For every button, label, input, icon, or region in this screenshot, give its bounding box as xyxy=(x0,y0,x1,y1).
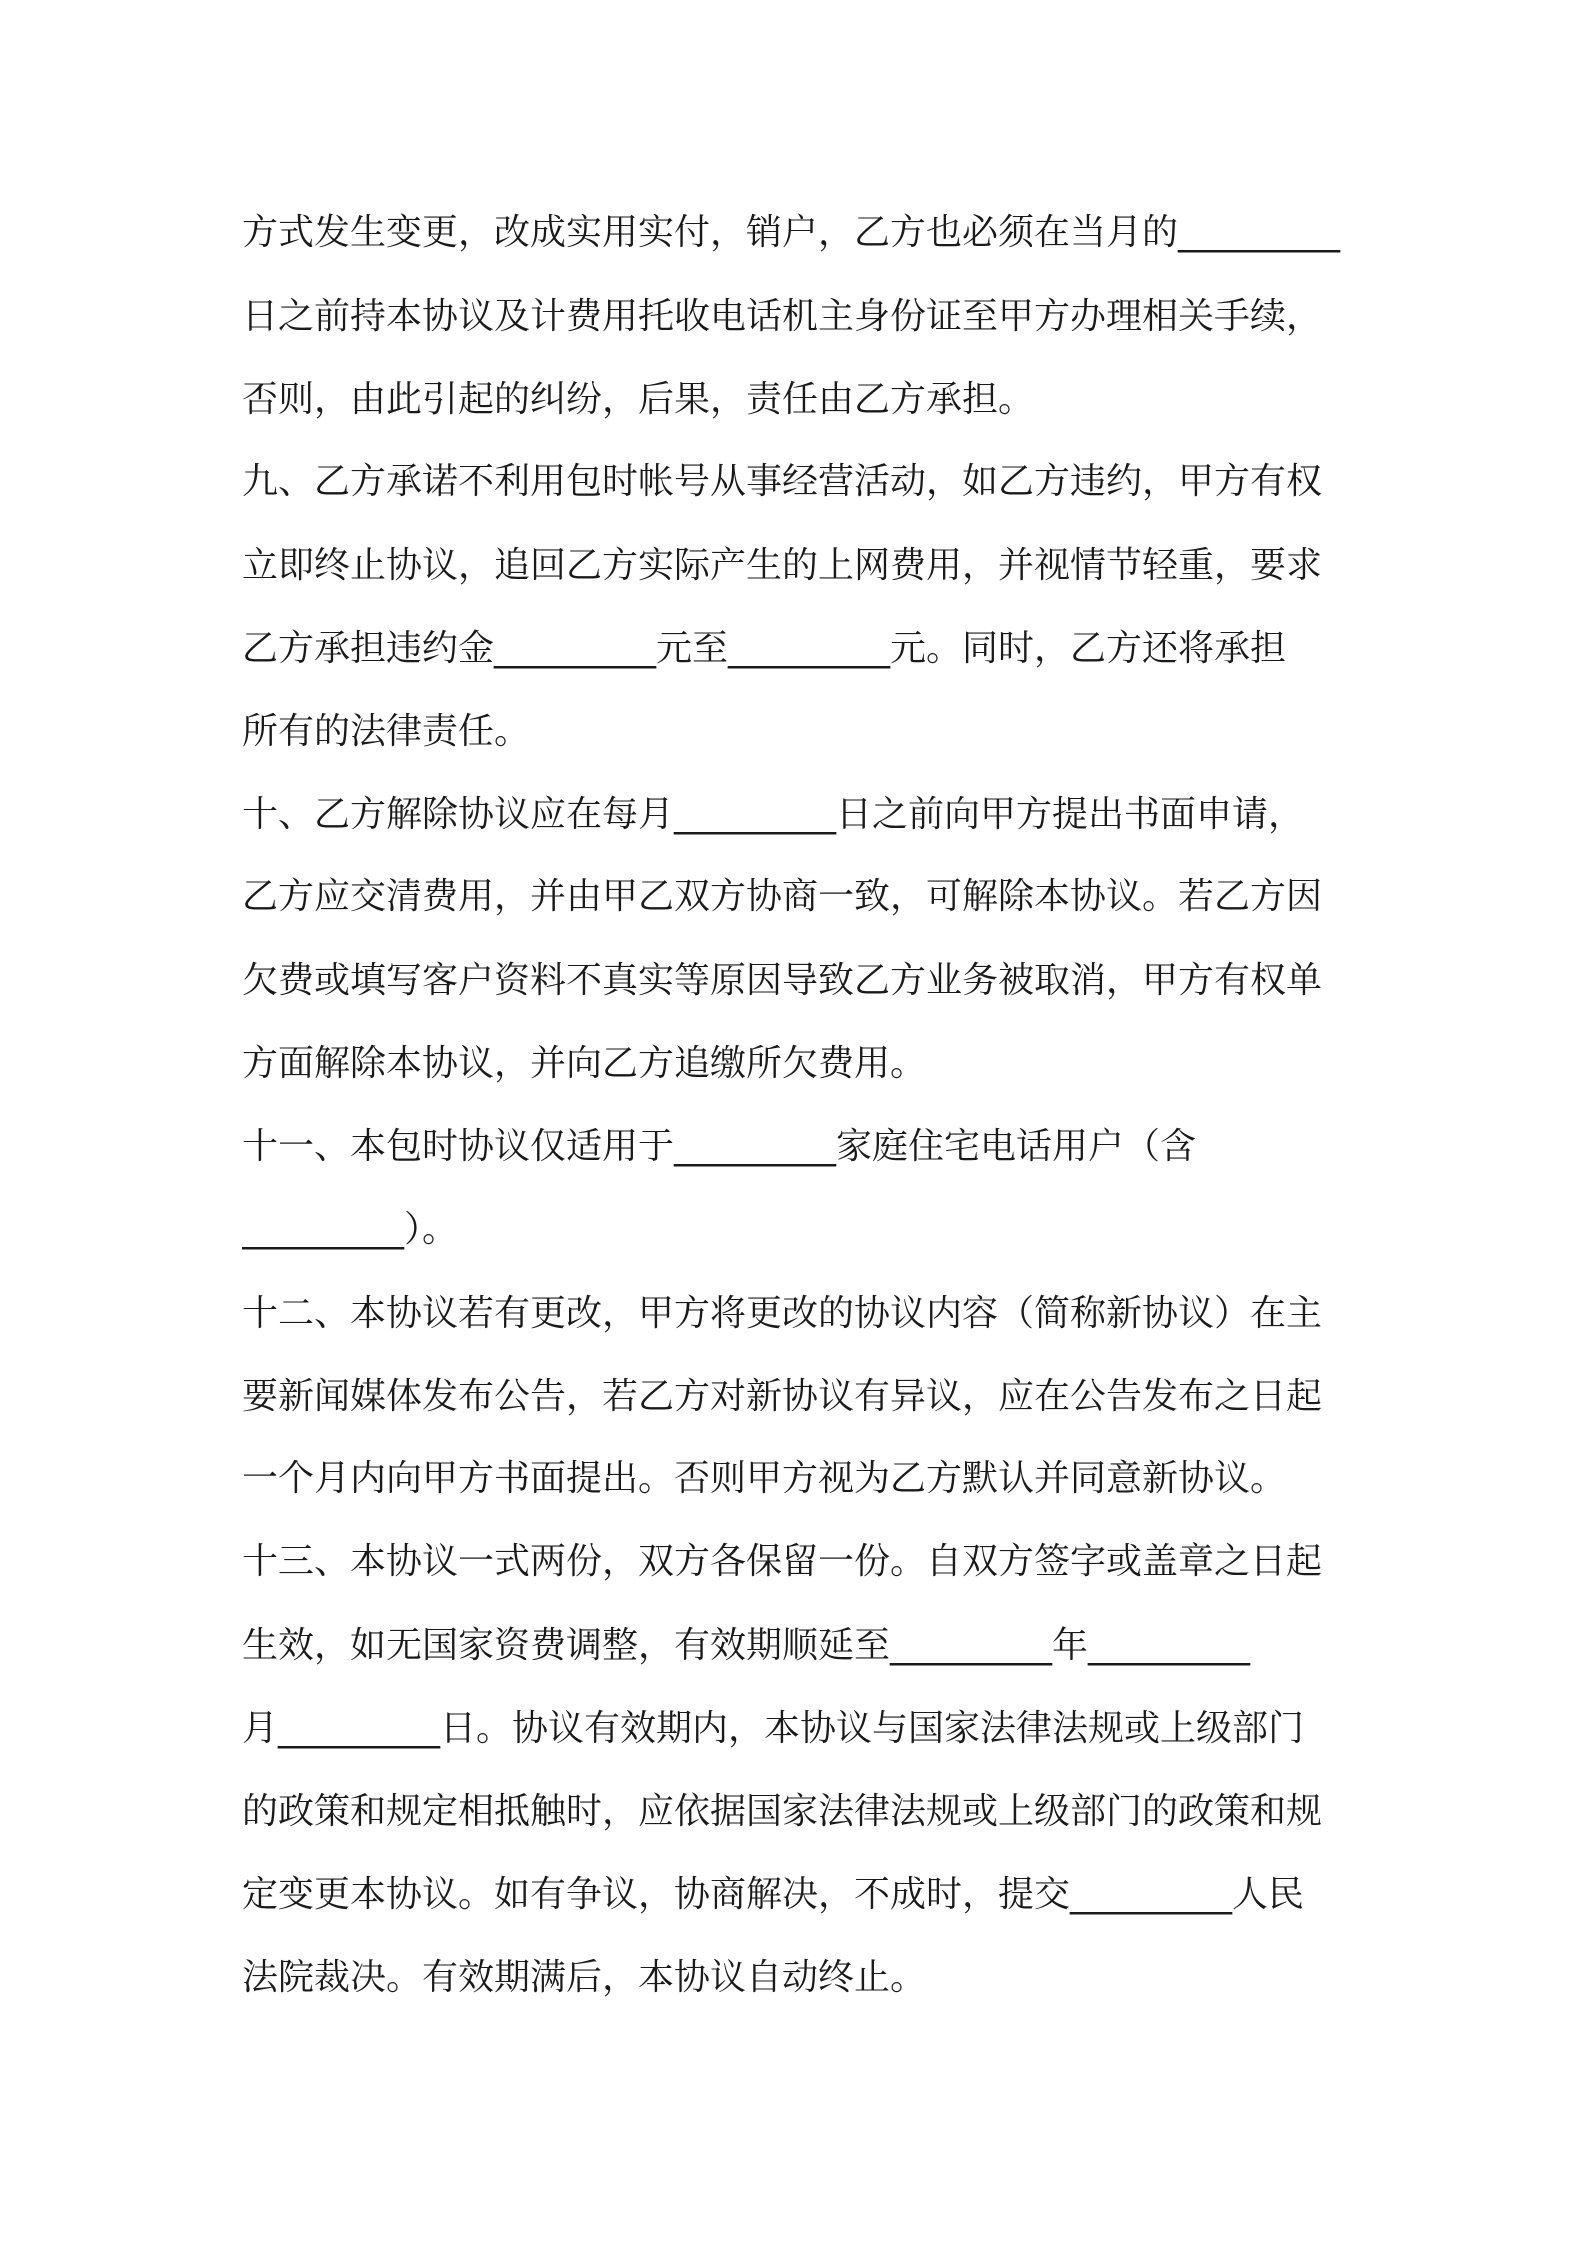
text-line: 方式发生变更，改成实用实付，销户，乙方也必须在当月的_________ xyxy=(242,212,1341,253)
text-line: 乙方承担违约金_________元至_________元。同时，乙方还将承担 xyxy=(242,628,1287,669)
text-line: 要新闻媒体发布公告，若乙方对新协议有异议，应在公告发布之日起 xyxy=(242,1376,1323,1417)
text-line: 的政策和规定相抵触时，应依据国家法律法规或上级部门的政策和规 xyxy=(242,1791,1323,1832)
text-line: 日之前持本协议及计费用托收电话机主身份证至甲方办理相关手续， xyxy=(242,296,1323,337)
text-line: 乙方应交清费用，并由甲乙双方协商一致，可解除本协议。若乙方因 xyxy=(242,876,1323,917)
text-line: 方面解除本协议，并向乙方追缴所欠费用。 xyxy=(242,1043,927,1084)
clause-thirteen-line: 十三、本协议一式两份，双方各保留一份。自双方签字或盖章之日起 xyxy=(242,1541,1323,1582)
text-line: _________）。 xyxy=(242,1209,459,1250)
clause-twelve-line: 十二、本协议若有更改，甲方将更改的协议内容（简称新协议）在主 xyxy=(242,1293,1323,1334)
text-line: 一个月内向甲方书面提出。否则甲方视为乙方默认并同意新协议。 xyxy=(242,1458,1287,1499)
text-line: 生效，如无国家资费调整，有效期顺延至_________年_________ xyxy=(242,1625,1251,1666)
clause-nine-line: 九、乙方承诺不利用包时帐号从事经营活动，如乙方违约，甲方有权 xyxy=(242,461,1323,502)
text-line: 欠费或填写客户资料不真实等原因导致乙方业务被取消，甲方有权单 xyxy=(242,960,1323,1001)
text-line: 否则，由此引起的纠纷，后果，责任由乙方承担。 xyxy=(242,379,1035,420)
text-line: 法院裁决。有效期满后，本协议自动终止。 xyxy=(242,1957,927,1998)
clause-eleven-line: 十一、本包时协议仅适用于_________家庭住宅电话用户（含 xyxy=(242,1126,1197,1167)
text-line: 定变更本协议。如有争议，协商解决，不成时，提交_________人民 xyxy=(242,1874,1305,1915)
text-line: 月_________日。协议有效期内，本协议与国家法律法规或上级部门 xyxy=(242,1708,1305,1749)
text-line: 立即终止协议，追回乙方实际产生的上网费用，并视情节轻重，要求 xyxy=(242,545,1323,586)
text-line: 所有的法律责任。 xyxy=(242,711,531,752)
clause-ten-line: 十、乙方解除协议应在每月_________日之前向甲方提出书面申请， xyxy=(242,794,1305,835)
